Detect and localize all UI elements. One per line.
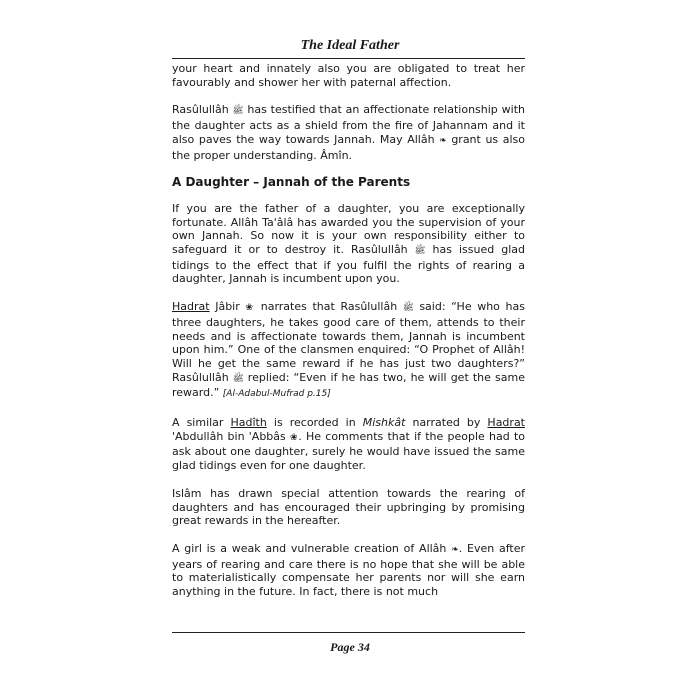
paragraph-6: [172, 487, 525, 528]
salutation-symbol-icon: ﷺ: [232, 373, 244, 384]
paragraph-5: [172, 416, 525, 473]
paragraph-text: Mishkât: [362, 416, 406, 430]
paragraph-text: Hadrat: [487, 416, 525, 430]
paragraph-text: narrates that Rasûlullâh: [260, 300, 398, 314]
paragraph-text: A similar: [172, 416, 224, 430]
salutation-symbol-icon: ﷺ: [414, 246, 426, 257]
page-body: [172, 62, 525, 613]
paragraph-text: A girl is a weak and vulnerable creation of Allâh: [172, 541, 447, 555]
paragraph-text: is recorded in: [273, 416, 356, 430]
paragraph-text: Jâbir: [215, 300, 240, 314]
salutation-symbol-icon: ﷺ: [232, 106, 244, 117]
paragraph-text: has issued glad tidings to the effect that if you fulfil the rights of rearing a daughter, Jannah is incumbent upon you.: [172, 243, 525, 286]
paragraph-text: . He comments that if the people had to ask about one daughter, surely he would have issued the same glad tidings even for one daughter.: [172, 429, 525, 473]
paragraph-4: [172, 300, 525, 402]
paragraph-text: Islâm has drawn special attention towards the rearing of daughters and has encouraged their upbringing by promising great rewards in the hereafter.: [172, 486, 525, 528]
companion-symbol-icon: ❀: [245, 303, 256, 314]
footer-rule: [172, 632, 525, 633]
glorification-symbol-icon: ❧: [439, 135, 447, 146]
paragraph-text: Hadîth: [230, 416, 267, 430]
page-number: Page 34: [330, 640, 370, 654]
companion-symbol-icon: ❀: [290, 432, 299, 443]
paragraph-1: [172, 62, 525, 89]
paragraph-text: narrated by: [412, 416, 481, 430]
paragraph-text: replied: “Even if he has two, he will get the same reward.”: [172, 370, 525, 400]
paragraph-2: [172, 103, 525, 162]
running-header: The Ideal Father: [300, 38, 400, 53]
citation: [Al-Adabul-Mufrad p.15]: [222, 389, 331, 400]
paragraph-text: If you are the father of a daughter, you are exceptionally fortunate. Allâh Ta'âlâ has awarded you the supervision of your own Jannah. So now it is your own responsibility either to safeguard it or to destroy it. Rasûlullâh: [172, 201, 525, 257]
header-rule: [172, 58, 525, 59]
paragraph-text: has testified that an affectionate relationship with the daughter acts as a shield from the fire of Jahannam and it also paves the way towards Jannah. May Allâh: [172, 103, 526, 146]
salutation-symbol-icon: ﷺ: [402, 303, 414, 314]
section-heading: A Daughter – Jannah of the Parents: [172, 175, 411, 190]
paragraph-text: 'Abdullâh bin 'Abbâs: [172, 429, 286, 443]
glorification-symbol-icon: ❧: [451, 544, 459, 555]
paragraph-text: grant us also the proper understanding. Âmîn.: [172, 132, 526, 162]
paragraph-3: [172, 202, 525, 286]
paragraph-7: [172, 542, 525, 599]
paragraph-text: Rasûlullâh: [172, 103, 229, 117]
paragraph-text: . Even after years of rearing and care there is no hope that she will be able to materialistically compensate her parents nor will she earn anything in the future. In fact, there is not much: [172, 541, 525, 599]
paragraph-text: said: “He who has three daughters, he takes good care of them, attends to their needs and is affectionate towards them, Jannah is incumbent upon him.” One of the clansmen enquired: “O Prophet of Allâh! Will he get the same reward if he has just two daughters?” Rasûlullâh: [172, 300, 525, 384]
paragraph-text: your heart and innately also you are obligated to treat her favourably and shower her with paternal affection.: [172, 62, 525, 89]
paragraph-text: Hadrat: [172, 300, 210, 314]
